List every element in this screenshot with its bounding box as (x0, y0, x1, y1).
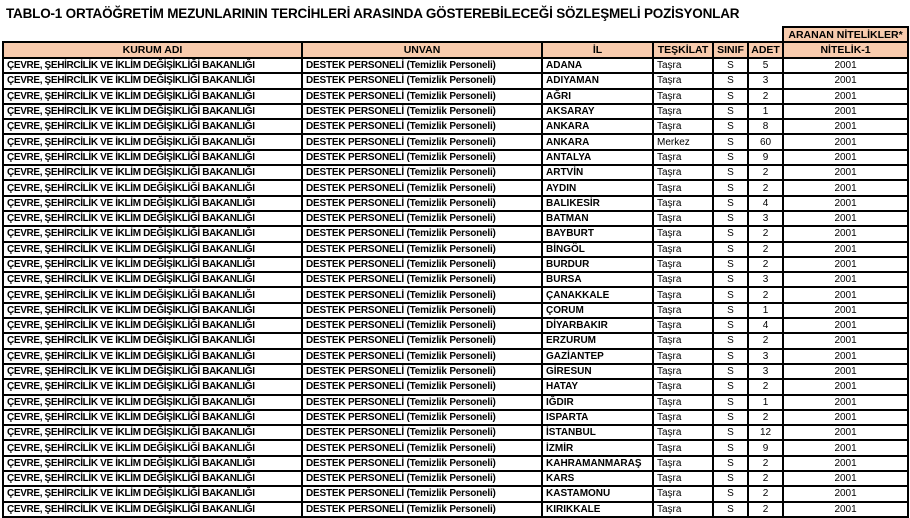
cell-il: ANKARA (542, 134, 653, 149)
table-row (3, 502, 908, 517)
cell-sinif: S (713, 89, 748, 104)
cell-sinif: S (713, 349, 748, 364)
cell-il: BURSA (542, 272, 653, 287)
cell-il: BİNGÖL (542, 242, 653, 257)
cell-adet: 2 (748, 379, 783, 394)
cell-teskilat: Taşra (653, 333, 713, 348)
cell-kurum-adi: ÇEVRE, ŞEHİRCİLİK VE İKLİM DEĞİŞİKLİĞİ BAKANLIĞI (3, 242, 302, 257)
cell-adet: 2 (748, 257, 783, 272)
cell-nitelik-1: 2001 (783, 287, 908, 302)
table-row (3, 257, 908, 272)
aranan-nitelikler-group-header: ARANAN NİTELİKLER* (783, 27, 908, 42)
cell-sinif: S (713, 410, 748, 425)
cell-sinif: S (713, 303, 748, 318)
cell-unvan: DESTEK PERSONELİ (Temizlik Personeli) (302, 287, 542, 302)
cell-il: BALIKESİR (542, 196, 653, 211)
cell-sinif: S (713, 333, 748, 348)
cell-sinif: S (713, 395, 748, 410)
table-row (3, 440, 908, 455)
cell-sinif: S (713, 119, 748, 134)
cell-sinif: S (713, 226, 748, 241)
cell-teskilat: Taşra (653, 211, 713, 226)
cell-adet: 1 (748, 395, 783, 410)
cell-teskilat: Taşra (653, 502, 713, 517)
cell-nitelik-1: 2001 (783, 211, 908, 226)
table-row (3, 410, 908, 425)
cell-adet: 2 (748, 410, 783, 425)
cell-teskilat: Taşra (653, 196, 713, 211)
cell-teskilat: Taşra (653, 165, 713, 180)
cell-il: IĞDIR (542, 395, 653, 410)
cell-kurum-adi: ÇEVRE, ŞEHİRCİLİK VE İKLİM DEĞİŞİKLİĞİ BAKANLIĞI (3, 119, 302, 134)
cell-kurum-adi: ÇEVRE, ŞEHİRCİLİK VE İKLİM DEĞİŞİKLİĞİ BAKANLIĞI (3, 180, 302, 195)
table-row (3, 395, 908, 410)
cell-kurum-adi: ÇEVRE, ŞEHİRCİLİK VE İKLİM DEĞİŞİKLİĞİ BAKANLIĞI (3, 165, 302, 180)
cell-kurum-adi: ÇEVRE, ŞEHİRCİLİK VE İKLİM DEĞİŞİKLİĞİ BAKANLIĞI (3, 502, 302, 517)
cell-kurum-adi: ÇEVRE, ŞEHİRCİLİK VE İKLİM DEĞİŞİKLİĞİ BAKANLIĞI (3, 287, 302, 302)
table-body (3, 58, 908, 517)
table-row (3, 456, 908, 471)
cell-unvan: DESTEK PERSONELİ (Temizlik Personeli) (302, 226, 542, 241)
cell-il: KASTAMONU (542, 486, 653, 501)
cell-teskilat: Taşra (653, 73, 713, 88)
cell-nitelik-1: 2001 (783, 196, 908, 211)
cell-kurum-adi: ÇEVRE, ŞEHİRCİLİK VE İKLİM DEĞİŞİKLİĞİ BAKANLIĞI (3, 89, 302, 104)
cell-adet: 3 (748, 211, 783, 226)
cell-teskilat: Taşra (653, 349, 713, 364)
cell-sinif: S (713, 287, 748, 302)
cell-adet: 2 (748, 180, 783, 195)
cell-unvan: DESTEK PERSONELİ (Temizlik Personeli) (302, 89, 542, 104)
col-header-kurum-adi: KURUM ADI (3, 42, 302, 58)
cell-nitelik-1: 2001 (783, 180, 908, 195)
table-row (3, 196, 908, 211)
cell-unvan: DESTEK PERSONELİ (Temizlik Personeli) (302, 410, 542, 425)
cell-teskilat: Taşra (653, 395, 713, 410)
cell-nitelik-1: 2001 (783, 425, 908, 440)
cell-il: ÇANAKKALE (542, 287, 653, 302)
table-row (3, 119, 908, 134)
table-row (3, 242, 908, 257)
cell-unvan: DESTEK PERSONELİ (Temizlik Personeli) (302, 119, 542, 134)
table-row (3, 333, 908, 348)
cell-adet: 9 (748, 150, 783, 165)
cell-nitelik-1: 2001 (783, 303, 908, 318)
table-row (3, 349, 908, 364)
cell-unvan: DESTEK PERSONELİ (Temizlik Personeli) (302, 364, 542, 379)
table-row (3, 486, 908, 501)
table-row (3, 104, 908, 119)
cell-nitelik-1: 2001 (783, 502, 908, 517)
cell-kurum-adi: ÇEVRE, ŞEHİRCİLİK VE İKLİM DEĞİŞİKLİĞİ BAKANLIĞI (3, 211, 302, 226)
cell-kurum-adi: ÇEVRE, ŞEHİRCİLİK VE İKLİM DEĞİŞİKLİĞİ BAKANLIĞI (3, 333, 302, 348)
cell-unvan: DESTEK PERSONELİ (Temizlik Personeli) (302, 196, 542, 211)
cell-unvan: DESTEK PERSONELİ (Temizlik Personeli) (302, 134, 542, 149)
cell-sinif: S (713, 440, 748, 455)
cell-teskilat: Taşra (653, 440, 713, 455)
cell-sinif: S (713, 471, 748, 486)
cell-sinif: S (713, 165, 748, 180)
cell-adet: 1 (748, 303, 783, 318)
cell-unvan: DESTEK PERSONELİ (Temizlik Personeli) (302, 440, 542, 455)
positions-table (2, 26, 909, 518)
cell-nitelik-1: 2001 (783, 379, 908, 394)
col-header-adet: ADET (748, 42, 783, 58)
cell-il: ISPARTA (542, 410, 653, 425)
cell-adet: 4 (748, 318, 783, 333)
cell-nitelik-1: 2001 (783, 318, 908, 333)
cell-sinif: S (713, 318, 748, 333)
cell-nitelik-1: 2001 (783, 226, 908, 241)
cell-unvan: DESTEK PERSONELİ (Temizlik Personeli) (302, 242, 542, 257)
cell-il: AYDIN (542, 180, 653, 195)
cell-sinif: S (713, 379, 748, 394)
cell-sinif: S (713, 456, 748, 471)
cell-nitelik-1: 2001 (783, 134, 908, 149)
col-header-il: İL (542, 42, 653, 58)
cell-adet: 3 (748, 364, 783, 379)
cell-adet: 2 (748, 242, 783, 257)
cell-unvan: DESTEK PERSONELİ (Temizlik Personeli) (302, 272, 542, 287)
cell-adet: 4 (748, 196, 783, 211)
cell-adet: 2 (748, 471, 783, 486)
cell-unvan: DESTEK PERSONELİ (Temizlik Personeli) (302, 502, 542, 517)
table-row (3, 134, 908, 149)
cell-il: ARTVİN (542, 165, 653, 180)
cell-unvan: DESTEK PERSONELİ (Temizlik Personeli) (302, 180, 542, 195)
cell-teskilat: Taşra (653, 364, 713, 379)
cell-teskilat: Taşra (653, 456, 713, 471)
cell-kurum-adi: ÇEVRE, ŞEHİRCİLİK VE İKLİM DEĞİŞİKLİĞİ BAKANLIĞI (3, 349, 302, 364)
cell-sinif: S (713, 196, 748, 211)
col-header-teskilat: TEŞKİLAT (653, 42, 713, 58)
cell-il: KIRIKKALE (542, 502, 653, 517)
cell-il: AKSARAY (542, 104, 653, 119)
cell-adet: 2 (748, 486, 783, 501)
cell-kurum-adi: ÇEVRE, ŞEHİRCİLİK VE İKLİM DEĞİŞİKLİĞİ BAKANLIĞI (3, 440, 302, 455)
table-row (3, 211, 908, 226)
cell-unvan: DESTEK PERSONELİ (Temizlik Personeli) (302, 318, 542, 333)
cell-teskilat: Taşra (653, 226, 713, 241)
cell-nitelik-1: 2001 (783, 272, 908, 287)
table-row (3, 379, 908, 394)
cell-kurum-adi: ÇEVRE, ŞEHİRCİLİK VE İKLİM DEĞİŞİKLİĞİ BAKANLIĞI (3, 395, 302, 410)
group-header-row (3, 27, 908, 42)
cell-teskilat: Taşra (653, 318, 713, 333)
cell-unvan: DESTEK PERSONELİ (Temizlik Personeli) (302, 58, 542, 73)
cell-kurum-adi: ÇEVRE, ŞEHİRCİLİK VE İKLİM DEĞİŞİKLİĞİ BAKANLIĞI (3, 410, 302, 425)
cell-il: BAYBURT (542, 226, 653, 241)
cell-il: ADIYAMAN (542, 73, 653, 88)
cell-adet: 60 (748, 134, 783, 149)
cell-adet: 2 (748, 333, 783, 348)
cell-kurum-adi: ÇEVRE, ŞEHİRCİLİK VE İKLİM DEĞİŞİKLİĞİ BAKANLIĞI (3, 226, 302, 241)
cell-nitelik-1: 2001 (783, 486, 908, 501)
cell-unvan: DESTEK PERSONELİ (Temizlik Personeli) (302, 425, 542, 440)
cell-unvan: DESTEK PERSONELİ (Temizlik Personeli) (302, 150, 542, 165)
cell-il: ADANA (542, 58, 653, 73)
cell-il: ANTALYA (542, 150, 653, 165)
cell-teskilat: Taşra (653, 58, 713, 73)
col-header-unvan: UNVAN (302, 42, 542, 58)
cell-teskilat: Taşra (653, 104, 713, 119)
cell-nitelik-1: 2001 (783, 257, 908, 272)
cell-teskilat: Taşra (653, 180, 713, 195)
cell-il: GİRESUN (542, 364, 653, 379)
cell-adet: 8 (748, 119, 783, 134)
cell-adet: 5 (748, 58, 783, 73)
cell-kurum-adi: ÇEVRE, ŞEHİRCİLİK VE İKLİM DEĞİŞİKLİĞİ BAKANLIĞI (3, 456, 302, 471)
cell-il: ANKARA (542, 119, 653, 134)
cell-unvan: DESTEK PERSONELİ (Temizlik Personeli) (302, 349, 542, 364)
cell-teskilat: Taşra (653, 486, 713, 501)
table-row (3, 165, 908, 180)
cell-teskilat: Taşra (653, 287, 713, 302)
cell-sinif: S (713, 180, 748, 195)
spacer-cell (3, 27, 783, 42)
cell-nitelik-1: 2001 (783, 165, 908, 180)
cell-il: BATMAN (542, 211, 653, 226)
column-header-row (3, 42, 908, 58)
cell-teskilat: Taşra (653, 303, 713, 318)
cell-il: KARS (542, 471, 653, 486)
cell-unvan: DESTEK PERSONELİ (Temizlik Personeli) (302, 303, 542, 318)
cell-sinif: S (713, 242, 748, 257)
table-row (3, 425, 908, 440)
cell-il: KAHRAMANMARAŞ (542, 456, 653, 471)
cell-kurum-adi: ÇEVRE, ŞEHİRCİLİK VE İKLİM DEĞİŞİKLİĞİ BAKANLIĞI (3, 471, 302, 486)
table-row (3, 303, 908, 318)
cell-teskilat: Taşra (653, 471, 713, 486)
cell-unvan: DESTEK PERSONELİ (Temizlik Personeli) (302, 486, 542, 501)
cell-nitelik-1: 2001 (783, 410, 908, 425)
table-row (3, 287, 908, 302)
cell-adet: 2 (748, 165, 783, 180)
cell-adet: 2 (748, 89, 783, 104)
cell-sinif: S (713, 134, 748, 149)
cell-kurum-adi: ÇEVRE, ŞEHİRCİLİK VE İKLİM DEĞİŞİKLİĞİ BAKANLIĞI (3, 486, 302, 501)
cell-adet: 2 (748, 502, 783, 517)
cell-il: İSTANBUL (542, 425, 653, 440)
cell-kurum-adi: ÇEVRE, ŞEHİRCİLİK VE İKLİM DEĞİŞİKLİĞİ BAKANLIĞI (3, 303, 302, 318)
cell-sinif: S (713, 425, 748, 440)
cell-kurum-adi: ÇEVRE, ŞEHİRCİLİK VE İKLİM DEĞİŞİKLİĞİ BAKANLIĞI (3, 58, 302, 73)
cell-teskilat: Merkez (653, 134, 713, 149)
cell-teskilat: Taşra (653, 425, 713, 440)
cell-unvan: DESTEK PERSONELİ (Temizlik Personeli) (302, 379, 542, 394)
cell-nitelik-1: 2001 (783, 471, 908, 486)
cell-sinif: S (713, 257, 748, 272)
cell-sinif: S (713, 364, 748, 379)
cell-kurum-adi: ÇEVRE, ŞEHİRCİLİK VE İKLİM DEĞİŞİKLİĞİ BAKANLIĞI (3, 73, 302, 88)
cell-nitelik-1: 2001 (783, 119, 908, 134)
cell-adet: 9 (748, 440, 783, 455)
cell-nitelik-1: 2001 (783, 104, 908, 119)
cell-nitelik-1: 2001 (783, 395, 908, 410)
cell-unvan: DESTEK PERSONELİ (Temizlik Personeli) (302, 456, 542, 471)
table-row (3, 471, 908, 486)
table-row (3, 58, 908, 73)
cell-sinif: S (713, 272, 748, 287)
cell-sinif: S (713, 486, 748, 501)
cell-teskilat: Taşra (653, 257, 713, 272)
table-row (3, 150, 908, 165)
cell-unvan: DESTEK PERSONELİ (Temizlik Personeli) (302, 165, 542, 180)
cell-kurum-adi: ÇEVRE, ŞEHİRCİLİK VE İKLİM DEĞİŞİKLİĞİ BAKANLIĞI (3, 272, 302, 287)
cell-unvan: DESTEK PERSONELİ (Temizlik Personeli) (302, 333, 542, 348)
cell-il: BURDUR (542, 257, 653, 272)
cell-teskilat: Taşra (653, 89, 713, 104)
cell-kurum-adi: ÇEVRE, ŞEHİRCİLİK VE İKLİM DEĞİŞİKLİĞİ BAKANLIĞI (3, 257, 302, 272)
cell-sinif: S (713, 73, 748, 88)
cell-nitelik-1: 2001 (783, 333, 908, 348)
cell-teskilat: Taşra (653, 379, 713, 394)
cell-kurum-adi: ÇEVRE, ŞEHİRCİLİK VE İKLİM DEĞİŞİKLİĞİ BAKANLIĞI (3, 150, 302, 165)
cell-unvan: DESTEK PERSONELİ (Temizlik Personeli) (302, 73, 542, 88)
cell-sinif: S (713, 150, 748, 165)
cell-adet: 1 (748, 104, 783, 119)
cell-il: ERZURUM (542, 333, 653, 348)
cell-kurum-adi: ÇEVRE, ŞEHİRCİLİK VE İKLİM DEĞİŞİKLİĞİ BAKANLIĞI (3, 425, 302, 440)
cell-sinif: S (713, 104, 748, 119)
cell-adet: 2 (748, 456, 783, 471)
cell-nitelik-1: 2001 (783, 58, 908, 73)
cell-kurum-adi: ÇEVRE, ŞEHİRCİLİK VE İKLİM DEĞİŞİKLİĞİ BAKANLIĞI (3, 104, 302, 119)
cell-nitelik-1: 2001 (783, 150, 908, 165)
cell-adet: 2 (748, 287, 783, 302)
cell-teskilat: Taşra (653, 150, 713, 165)
cell-adet: 3 (748, 349, 783, 364)
cell-unvan: DESTEK PERSONELİ (Temizlik Personeli) (302, 104, 542, 119)
col-header-sinif: SINIF (713, 42, 748, 58)
cell-nitelik-1: 2001 (783, 73, 908, 88)
cell-adet: 12 (748, 425, 783, 440)
cell-adet: 3 (748, 272, 783, 287)
cell-sinif: S (713, 58, 748, 73)
cell-nitelik-1: 2001 (783, 364, 908, 379)
cell-kurum-adi: ÇEVRE, ŞEHİRCİLİK VE İKLİM DEĞİŞİKLİĞİ BAKANLIĞI (3, 134, 302, 149)
cell-il: AĞRI (542, 89, 653, 104)
col-header-nitelik-1: NİTELİK-1 (783, 42, 908, 58)
cell-nitelik-1: 2001 (783, 440, 908, 455)
cell-il: HATAY (542, 379, 653, 394)
cell-il: DİYARBAKIR (542, 318, 653, 333)
table-row (3, 318, 908, 333)
cell-kurum-adi: ÇEVRE, ŞEHİRCİLİK VE İKLİM DEĞİŞİKLİĞİ BAKANLIĞI (3, 364, 302, 379)
cell-unvan: DESTEK PERSONELİ (Temizlik Personeli) (302, 395, 542, 410)
cell-unvan: DESTEK PERSONELİ (Temizlik Personeli) (302, 257, 542, 272)
page-title: TABLO-1 ORTAÖĞRETİM MEZUNLARININ TERCİHLERİ ARASINDA GÖSTEREBİLECEĞİ SÖZLEŞMELİ POZİSYONLAR (6, 6, 740, 21)
cell-kurum-adi: ÇEVRE, ŞEHİRCİLİK VE İKLİM DEĞİŞİKLİĞİ BAKANLIĞI (3, 318, 302, 333)
cell-unvan: DESTEK PERSONELİ (Temizlik Personeli) (302, 471, 542, 486)
cell-nitelik-1: 2001 (783, 349, 908, 364)
cell-kurum-adi: ÇEVRE, ŞEHİRCİLİK VE İKLİM DEĞİŞİKLİĞİ BAKANLIĞI (3, 379, 302, 394)
cell-unvan: DESTEK PERSONELİ (Temizlik Personeli) (302, 211, 542, 226)
cell-sinif: S (713, 502, 748, 517)
cell-teskilat: Taşra (653, 410, 713, 425)
cell-nitelik-1: 2001 (783, 89, 908, 104)
table-row (3, 73, 908, 88)
cell-kurum-adi: ÇEVRE, ŞEHİRCİLİK VE İKLİM DEĞİŞİKLİĞİ BAKANLIĞI (3, 196, 302, 211)
cell-il: GAZİANTEP (542, 349, 653, 364)
table-row (3, 89, 908, 104)
table-row (3, 226, 908, 241)
cell-adet: 3 (748, 73, 783, 88)
table-row (3, 180, 908, 195)
cell-sinif: S (713, 211, 748, 226)
cell-il: İZMİR (542, 440, 653, 455)
cell-teskilat: Taşra (653, 119, 713, 134)
cell-nitelik-1: 2001 (783, 242, 908, 257)
table-row (3, 272, 908, 287)
cell-il: ÇORUM (542, 303, 653, 318)
cell-adet: 2 (748, 226, 783, 241)
cell-nitelik-1: 2001 (783, 456, 908, 471)
cell-teskilat: Taşra (653, 242, 713, 257)
cell-teskilat: Taşra (653, 272, 713, 287)
table-row (3, 364, 908, 379)
